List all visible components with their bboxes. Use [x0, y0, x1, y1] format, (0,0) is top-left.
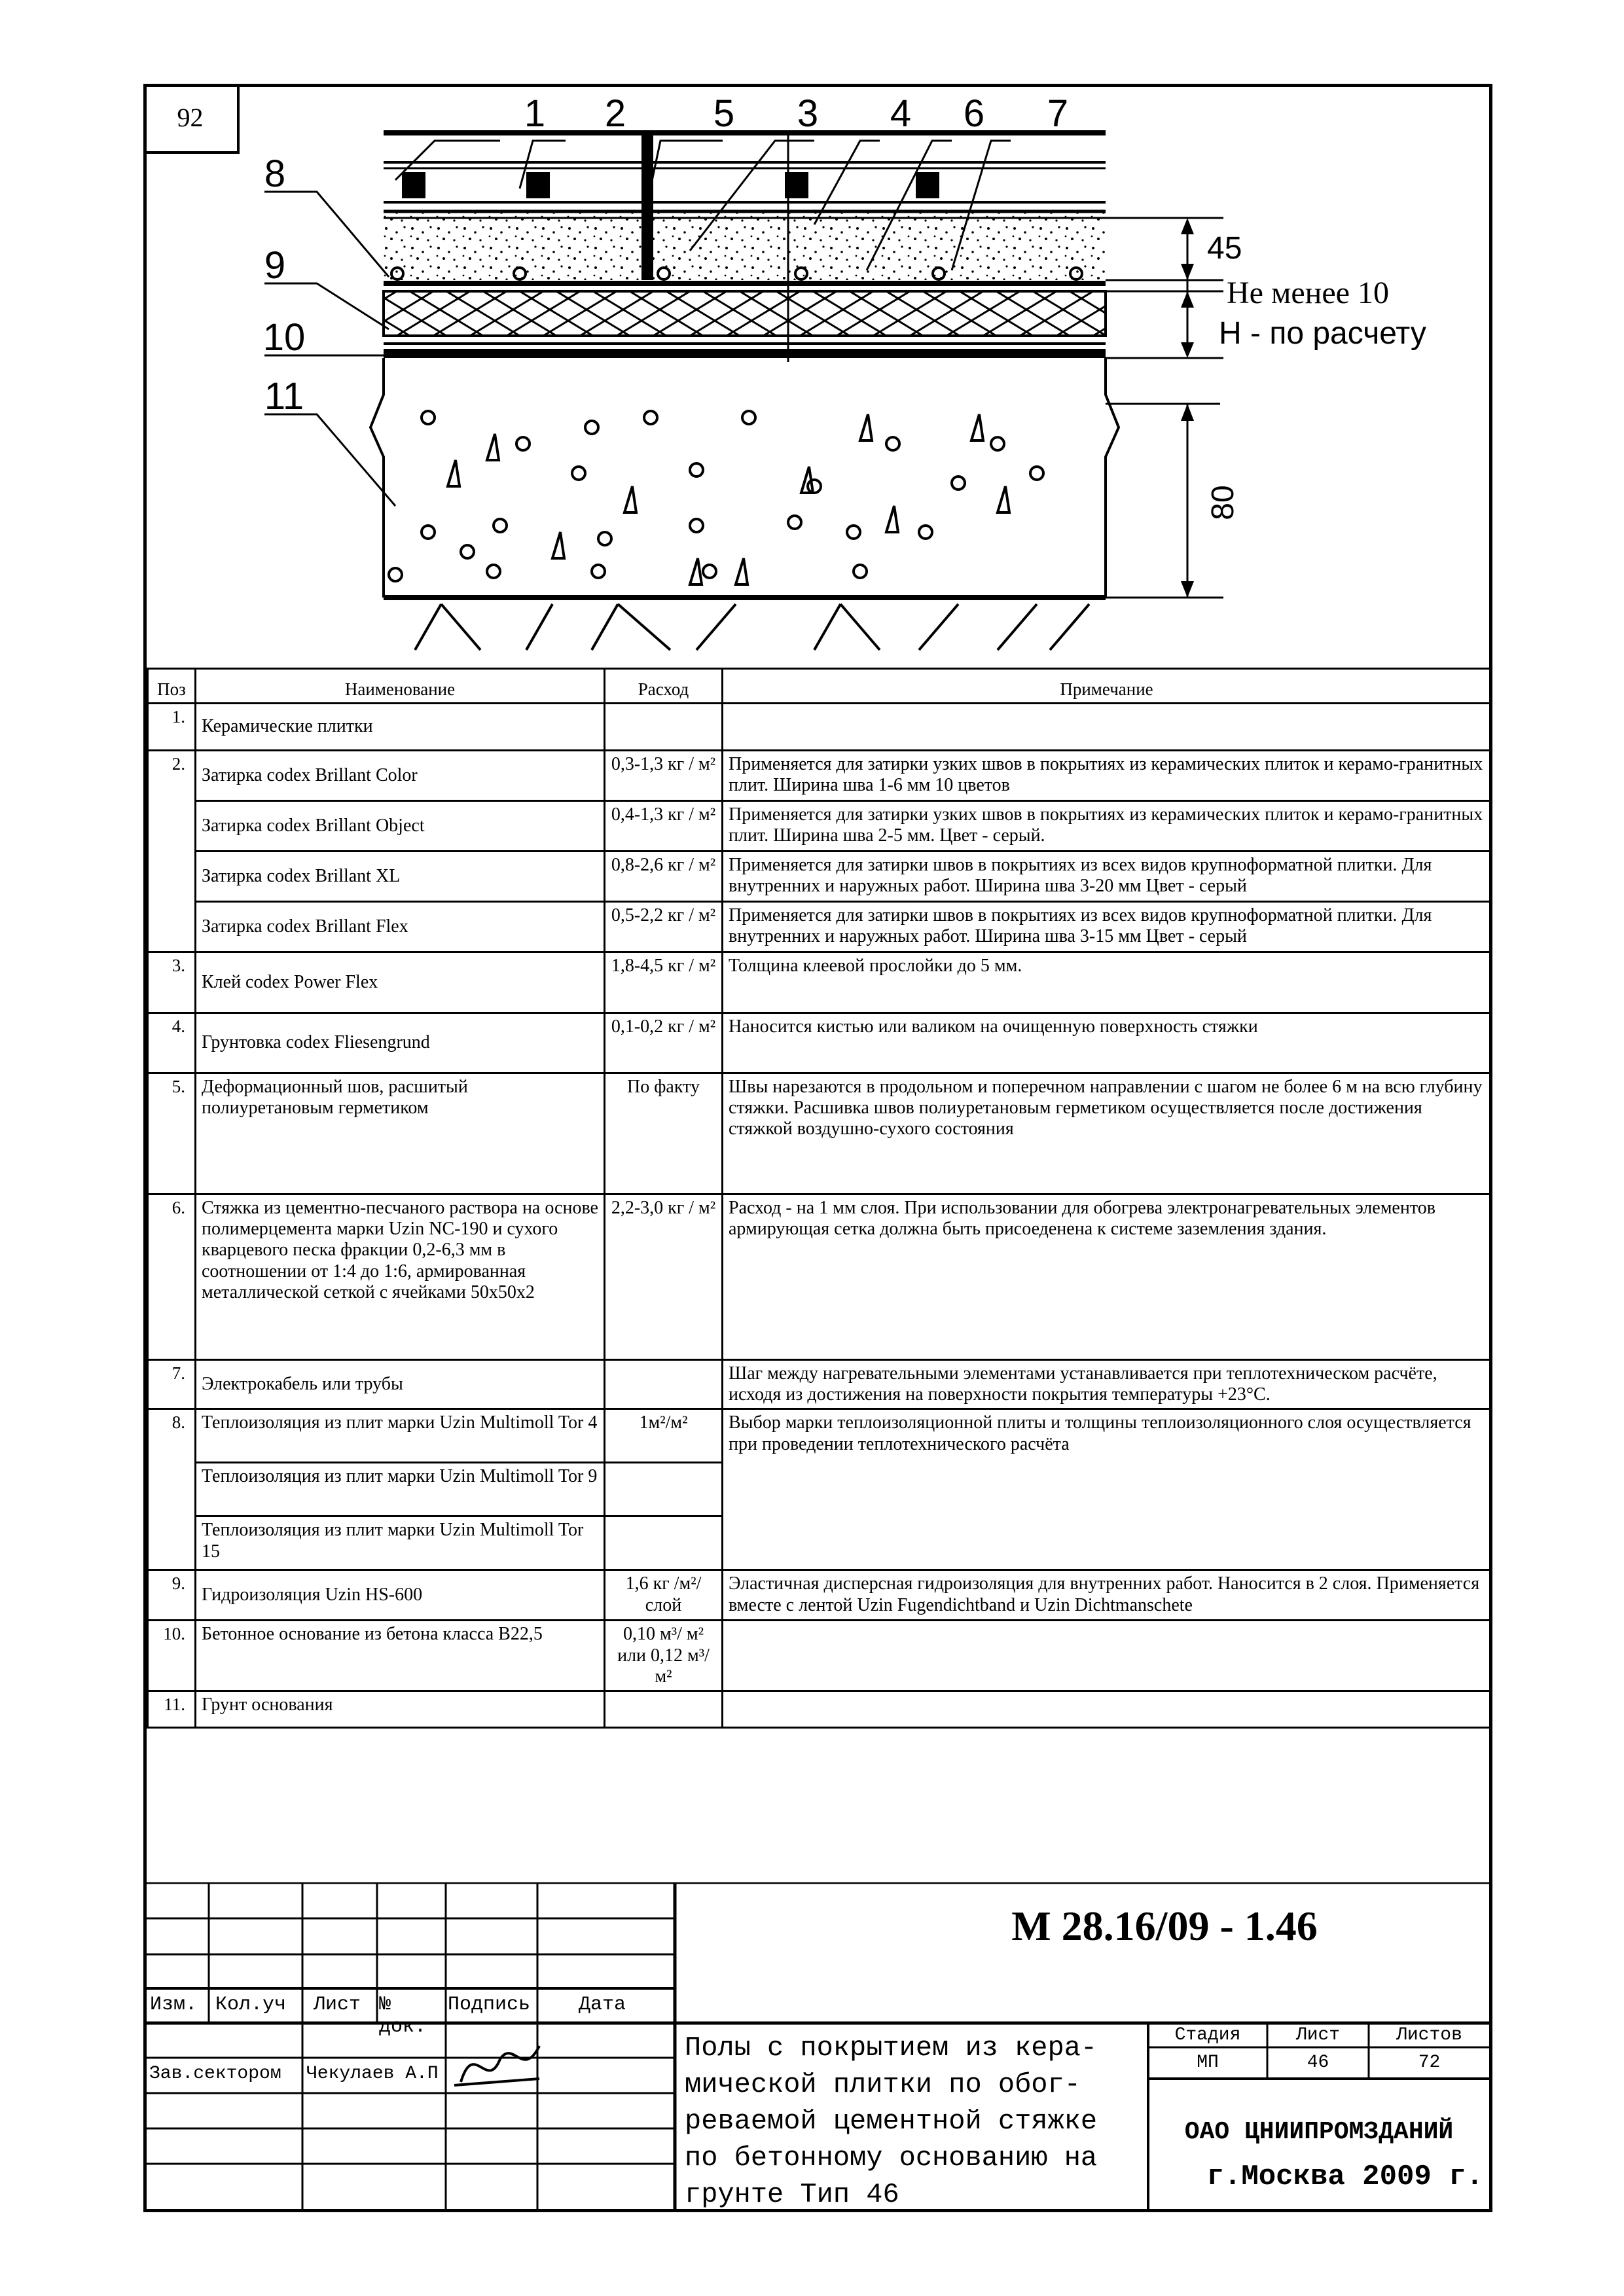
table-row: 2. Затирка codex Brillant Color 0,3-1,3 кг / м² Применяется для затирки узких швов в покрытиях из керамических плиток и керамо-гранитных плит. Ширина шва 1-6 мм 10 цветов	[148, 751, 1491, 801]
concrete-base	[370, 358, 1220, 598]
callout-3: 3	[797, 92, 819, 135]
dim-80: 80	[1206, 485, 1240, 520]
header-note: Примечание	[723, 669, 1491, 704]
stage-label: Стадия	[1174, 2025, 1241, 2045]
table-row: 10. Бетонное основание из бетона класса В22,5 0,10 м³/ м² или 0,12 м³/ м²	[148, 1621, 1491, 1691]
sheet-value: 46	[1307, 2053, 1329, 2073]
callout-2: 2	[604, 92, 626, 135]
insulation-layer	[384, 291, 1106, 336]
callout-1: 1	[524, 92, 546, 135]
floor-section-drawing	[147, 87, 1490, 666]
waterproofing-layer	[384, 349, 1106, 358]
callout-6: 6	[963, 92, 985, 135]
city-year: г.Москва 2009 г.	[1206, 2161, 1483, 2193]
table-row: Затирка codex Brillant XL 0,8-2,6 кг / м² Применяется для затирки швов в покрытиях из всех видов крупноформатной плитки. Для внутренних и наружных работ. Ширина шва 3-20 мм Цвет - серый	[148, 852, 1491, 902]
screed-layer	[384, 211, 1106, 280]
table-row: Теплоизоляция из плит марки Uzin Multimoll Tor 15	[148, 1516, 1491, 1570]
table-row: 5. Деформационный шов, расшитый полиуретановым герметиком По факту Швы нарезаются в продольном и поперечном направлении с шагом не более 6 м на всю глубину стяжки. Расшивка швов полиуретановым герметиком осуществляется после достижения стяжкой воздушно-сухого состояния	[148, 1073, 1491, 1194]
table-row: 11. Грунт основания	[148, 1691, 1491, 1727]
dim-45: 45	[1207, 231, 1242, 266]
tile-layer	[384, 133, 1106, 202]
callout-5: 5	[713, 92, 735, 135]
dim-h-calc: Н - по расчету	[1219, 316, 1426, 351]
title-block	[147, 1882, 1490, 2209]
signature-mark	[454, 2046, 539, 2085]
table-row: Затирка codex Brillant Object 0,4-1,3 кг / м² Применяется для затирки узких швов в покрытиях из керамических плиток и керамо-гранитных плит. Ширина шва 2-5 мм. Цвет - серый.	[148, 801, 1491, 852]
sheets-label: Листов	[1396, 2025, 1462, 2045]
stamp-column-headers: Изм. Кол.уч Лист № док. Подпись Дата	[150, 1994, 626, 2038]
header-name: Наименование	[196, 669, 605, 704]
callout-11: 11	[264, 375, 304, 418]
table-row: 4. Грунтовка codex Fliesengrund 0,1-0,2 кг / м² Наносится кистью или валиком на очищенную поверхность стяжки	[148, 1013, 1491, 1073]
dimension-lines	[1106, 218, 1223, 598]
callout-7: 7	[1047, 92, 1069, 135]
stage-value: МП	[1197, 2053, 1219, 2073]
dim-not-less-10: Не менее 10	[1227, 276, 1389, 310]
callout-4: 4	[890, 92, 912, 135]
page-number: 92	[143, 84, 240, 154]
sheets-value: 72	[1418, 2053, 1441, 2073]
table-row: 3. Клей codex Power Flex 1,8-4,5 кг / м² Толщина клеевой прослойки до 5 мм.	[148, 952, 1491, 1013]
organization-name: ОАО ЦНИИПРОМЗДАНИЙ	[1184, 2118, 1454, 2146]
sheet-label: Лист	[1295, 2025, 1341, 2045]
callout-10: 10	[262, 316, 306, 359]
table-row: 7. Электрокабель или трубы Шаг между нагревательными элементами устанавливается при теплотехническом расчёте, исходя из достижения на поверхности покрытия температуры +23°С.	[148, 1360, 1491, 1409]
stamp-title: Полы с покрытием из кера- мической плитки по обог- реваемой цементной стяжке по бетонному основанию на грунте Тип 46	[685, 2032, 1098, 2210]
stamp-person: Чекулаев А.П	[306, 2064, 439, 2084]
ground-hatch	[384, 598, 1106, 650]
header-consumption: Расход	[605, 669, 723, 704]
table-row: 8. Теплоизоляция из плит марки Uzin Multimoll Tor 4 1м²/м² Выбор марки теплоизоляционной плиты и толщины теплоизоляционного слоя осуществляется при проведении теплотехнического расчёта	[148, 1409, 1491, 1463]
table-row: 1. Керамические плитки	[148, 704, 1491, 751]
table-row: Затирка codex Brillant Flex 0,5-2,2 кг / м² Применяется для затирки швов в покрытиях из всех видов крупноформатной плитки. Для внутренних и наружных работ. Ширина шва 3-15 мм Цвет - серый	[148, 902, 1491, 952]
table-row: 9. Гидроизоляция Uzin HS-600 1,6 кг /м²/слой Эластичная дисперсная гидроизоляция для внутренних работ. Наносится в 2 слоя. Применяется вместе с лентой Uzin Fugendichtband и Uzin Dichtmanschete	[148, 1570, 1491, 1621]
table-row: Теплоизоляция из плит марки Uzin Multimoll Tor 9	[148, 1463, 1491, 1516]
callout-8: 8	[264, 152, 286, 195]
specification-table	[147, 668, 1492, 1729]
stamp-role: Зав.сектором	[149, 2064, 281, 2084]
table-row: 6. Стяжка из цементно-песчаного раствора на основе полимерцемента марки Uzin NC-190 и сухого кварцевого песка фракции 0,2-6,3 мм в соотношении от 1:4 до 1:6, армированная металлической сеткой с ячейками 50х50х2 2,2-3,0 кг / м² Расход - на 1 мм слоя. При использовании для обогрева электронагревательных элементов армирующая сетка должна быть присоеденена к системе заземления здания.	[148, 1194, 1491, 1360]
callout-9: 9	[264, 244, 286, 287]
table-header-row	[148, 669, 1491, 704]
header-pos: Поз	[148, 669, 196, 704]
document-code: М 28.16/09 - 1.46	[1011, 1903, 1318, 1949]
